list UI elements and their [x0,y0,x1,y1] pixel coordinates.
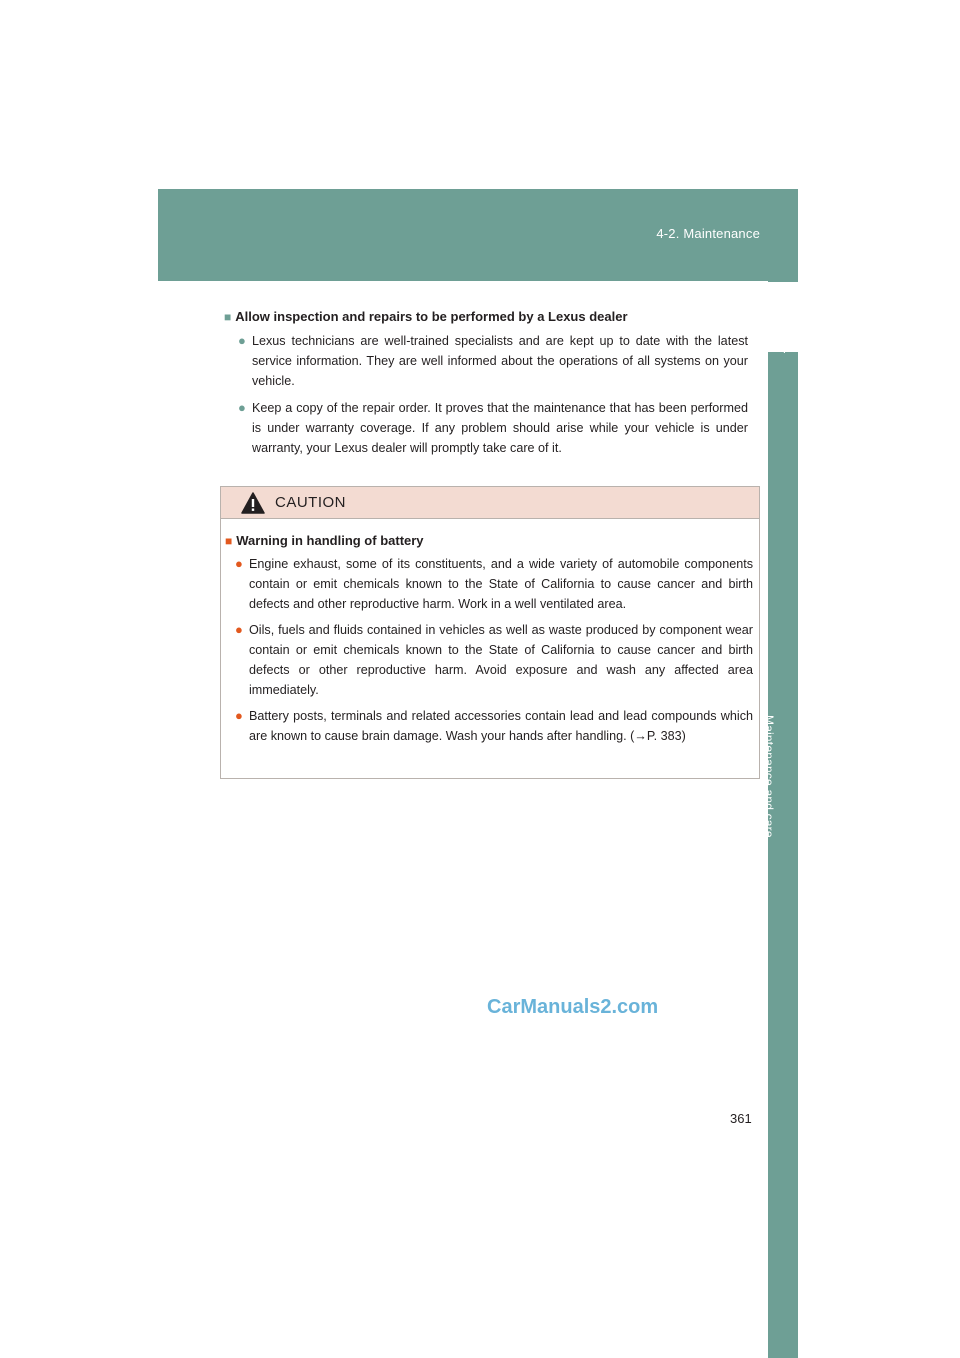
square-bullet-icon: ■ [224,310,232,324]
caution-body [221,519,759,746]
caution-title: CAUTION [275,494,346,511]
list-item-text: Oils, fuels and fluids contained in vehicles as well as waste produced by component wear contain or emit chemicals known to the State of California to cause cancer and birth defects or other reproductive harm. Avoid exposure and wash any affected area immediately. [249,623,753,697]
list-item-text: Keep a copy of the repair order. It proves that the maintenance that has been performed is under warranty coverage. If any problem should arise while your vehicle is under warranty, your Lexus dealer will promptly take care of it. [252,401,748,455]
page-number: 361 [730,1111,752,1126]
caution-header [221,487,759,519]
list-item [225,554,753,614]
bullet-dot-icon: ● [235,708,243,723]
bullet-dot-icon: ● [238,400,246,415]
caution-heading: Warning in handling of battery [236,533,424,548]
list-item [225,706,753,746]
list-item [224,331,748,391]
section-heading-row [224,309,748,324]
chapter-side-tab[interactable] [762,281,798,1358]
bullet-dot-icon: ● [235,622,243,637]
chapter-number: 4 [779,341,787,356]
maintenance-section [224,309,748,458]
header-band [158,189,798,281]
section-title: 4-2. Maintenance [656,226,760,241]
watermark-link[interactable]: CarManuals2.com [487,996,659,1018]
bullet-dot-icon: ● [238,333,246,348]
list-item [225,620,753,700]
caution-heading-row [225,533,753,548]
list-item-text: Battery posts, terminals and related accessories contain lead and lead compounds which are known to cause brain damage. Wash your hands after handling. (→P. 383) [249,709,753,743]
section-heading: Allow inspection and repairs to be performed by a Lexus dealer [235,309,628,324]
list-item-text: Engine exhaust, some of its constituents, and a wide variety of automobile components contain or emit chemicals known to the State of California to cause cancer and birth defects and other reproductive harm. Work in a well ventilated area. [249,557,753,611]
caution-box [220,486,760,779]
list-item [224,398,748,458]
bullet-dot-icon: ● [235,556,243,571]
warning-triangle-icon [241,492,265,514]
square-bullet-icon: ■ [225,534,233,548]
chapter-name: Maintenance and care [762,715,776,838]
list-item-text: Lexus technicians are well-trained specialists and are kept up to date with the latest service information. They are well informed about the operations of all systems on your vehicle. [252,334,748,388]
